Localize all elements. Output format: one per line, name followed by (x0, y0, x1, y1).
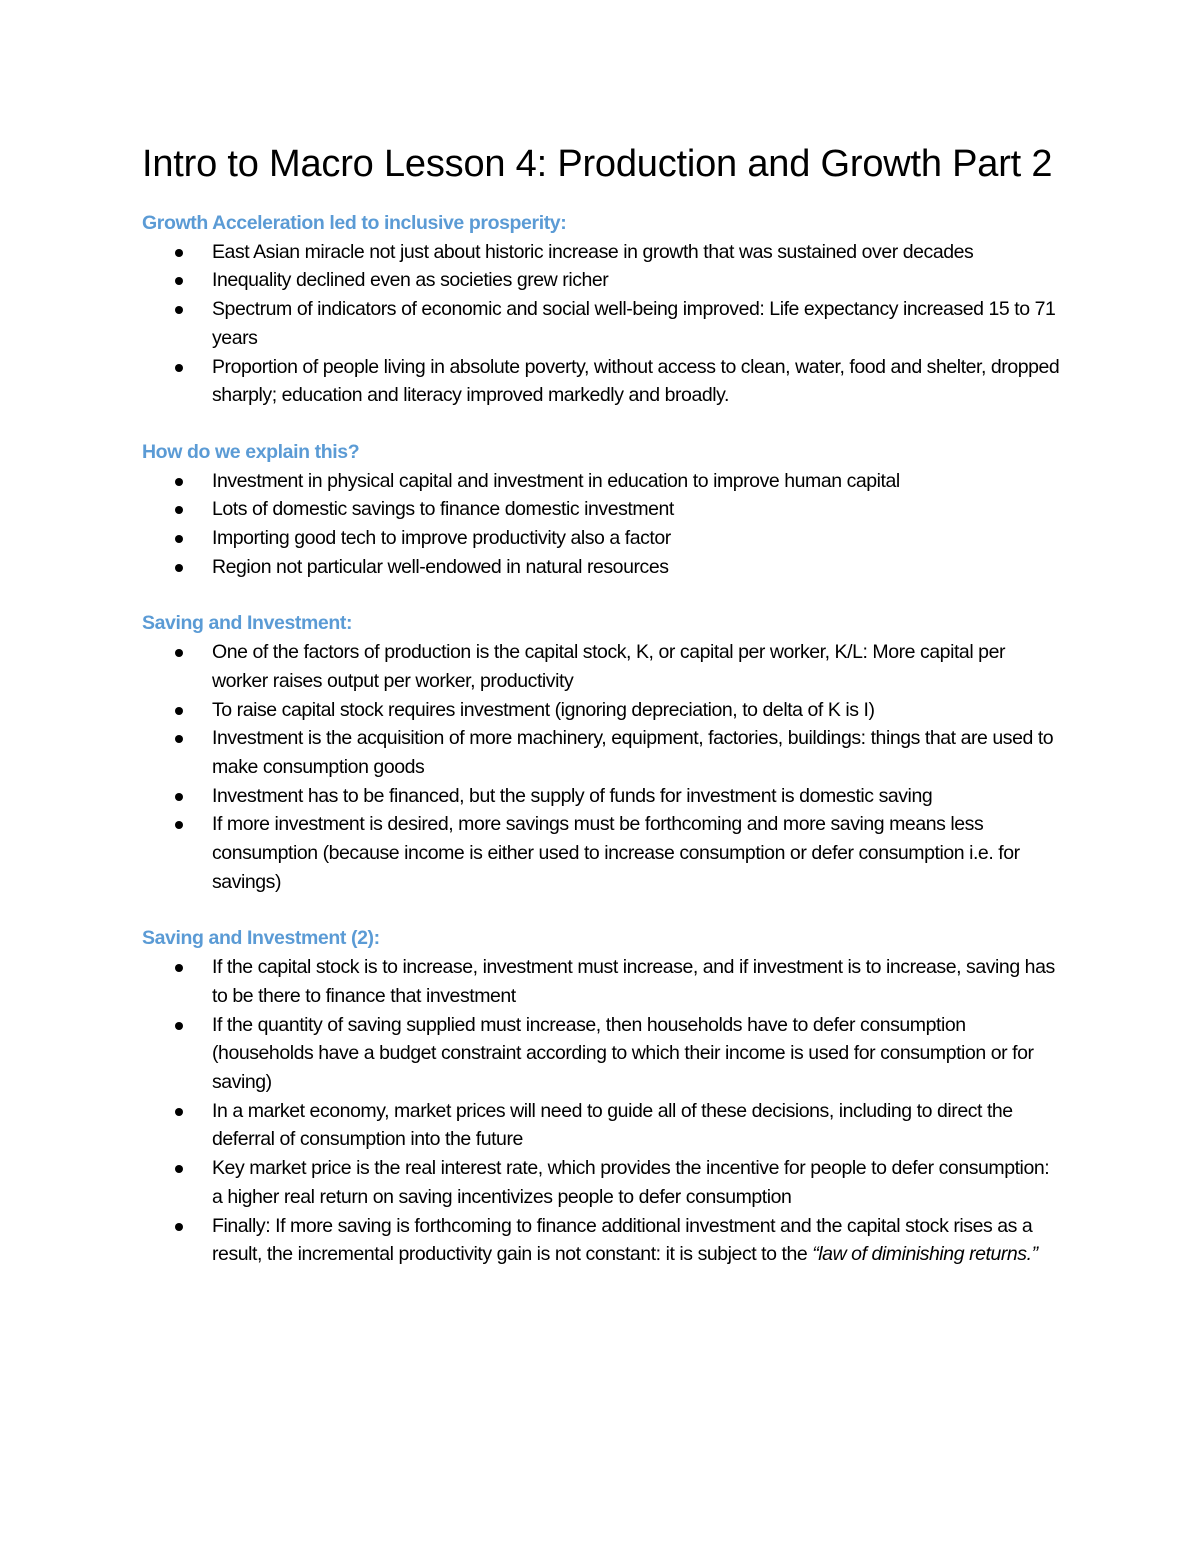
bullet-icon (175, 649, 183, 657)
list-item (142, 295, 1062, 352)
list-item (142, 553, 1062, 582)
document-page (142, 140, 1062, 1297)
list-item-text: One of the factors of production is the capital stock, K, or capital per worker, K/L: More capital per worker raises output per worker, productivity (212, 641, 1006, 692)
bullet-list (142, 953, 1062, 1269)
bullet-icon (175, 1165, 183, 1173)
bullet-icon (175, 306, 183, 314)
list-item (142, 266, 1062, 295)
list-item (142, 238, 1062, 267)
bullet-list (142, 638, 1062, 896)
section-saving-investment (142, 609, 1062, 896)
bullet-icon (175, 821, 183, 829)
section-heading: Growth Acceleration led to inclusive prosperity: (142, 212, 567, 234)
list-item-text: Importing good tech to improve productivity also a factor (212, 527, 671, 550)
bullet-icon (175, 964, 183, 972)
list-item (142, 1154, 1062, 1211)
page-title: Intro to Macro Lesson 4: Production and Growth Part 2 (142, 143, 1053, 185)
list-item (142, 638, 1062, 695)
bullet-icon (175, 1108, 183, 1116)
list-item (142, 724, 1062, 781)
section-heading: Saving and Investment: (142, 612, 353, 635)
list-item-text: Finally: If more saving is forthcoming to finance additional investment and the capital stock rises as a result, the incremental productivity gain is not constant: it is subject to the (212, 1214, 1033, 1266)
list-item (142, 810, 1062, 896)
section-heading: Saving and Investment (2): (142, 927, 380, 950)
list-item-text: Investment has to be financed, but the supply of funds for investment is domestic saving (212, 784, 933, 807)
list-item-text: In a market economy, market prices will need to guide all of these decisions, including to direct the deferral of consumption into the future (212, 1099, 1013, 1151)
bullet-icon (175, 478, 183, 486)
bullet-icon (175, 564, 183, 572)
list-item-text: Investment in physical capital and investment in education to improve human capital (212, 469, 900, 492)
bullet-icon (175, 535, 183, 543)
list-item-text: Proportion of people living in absolute poverty, without access to clean, water, food and shelter, dropped sharply; education and literacy improved markedly and broadly. (212, 355, 1060, 407)
list-item (142, 353, 1062, 410)
list-item-text: East Asian miracle not just about historic increase in growth that was sustained over decades (212, 240, 974, 263)
list-item-text: Region not particular well-endowed in natural resources (212, 555, 669, 578)
section-explain-this (142, 438, 1062, 582)
list-item-text: If the quantity of saving supplied must increase, then households have to defer consumption (households have a budget constraint according to which their income is used for consumption or for saving) (212, 1013, 1034, 1093)
bullet-icon (175, 364, 183, 372)
list-item-text: If more investment is desired, more savings must be forthcoming and more saving means less consumption (because income is either used to increase consumption or defer consumption i.e. for savings) (212, 813, 1020, 893)
section-heading: How do we explain this? (142, 440, 360, 463)
list-item (142, 696, 1062, 725)
list-item (142, 495, 1062, 524)
bullet-icon (175, 1022, 183, 1030)
bullet-icon (175, 735, 183, 743)
section-saving-investment-2 (142, 924, 1062, 1268)
list-item (142, 953, 1062, 1010)
bullet-icon (175, 249, 183, 257)
list-item-text: If the capital stock is to increase, investment must increase, and if investment is to increase, saving has to be there to finance that investment (212, 956, 1055, 1007)
bullet-list (142, 238, 1062, 410)
list-item-text: Spectrum of indicators of economic and social well-being improved: Life expectancy increased 15 to 71 years (212, 298, 1056, 349)
bullet-list (142, 467, 1062, 582)
list-item-text: To raise capital stock requires investment (ignoring depreciation, to delta of K is I) (212, 698, 875, 721)
list-item-text: Investment is the acquisition of more machinery, equipment, factories, buildings: things that are used to make consumption goods (212, 727, 1054, 778)
list-item (142, 524, 1062, 553)
list-item-text: Key market price is the real interest rate, which provides the incentive for people to defer consumption: a higher real return on saving incentivizes people to defer consumption (212, 1157, 1050, 1208)
bullet-icon (175, 277, 183, 285)
bullet-icon (175, 707, 183, 715)
list-item-text: Inequality declined even as societies grew richer (212, 269, 609, 292)
list-item (142, 467, 1062, 496)
list-item-italic-text: “law of diminishing returns.” (812, 1243, 1038, 1266)
bullet-icon (175, 1223, 183, 1231)
list-item (142, 1212, 1062, 1269)
bullet-icon (175, 793, 183, 801)
list-item-text: Lots of domestic savings to finance domestic investment (212, 498, 674, 521)
list-item (142, 1097, 1062, 1154)
bullet-icon (175, 506, 183, 514)
section-growth-acceleration (142, 209, 1062, 410)
list-item (142, 1011, 1062, 1097)
list-item (142, 782, 1062, 811)
